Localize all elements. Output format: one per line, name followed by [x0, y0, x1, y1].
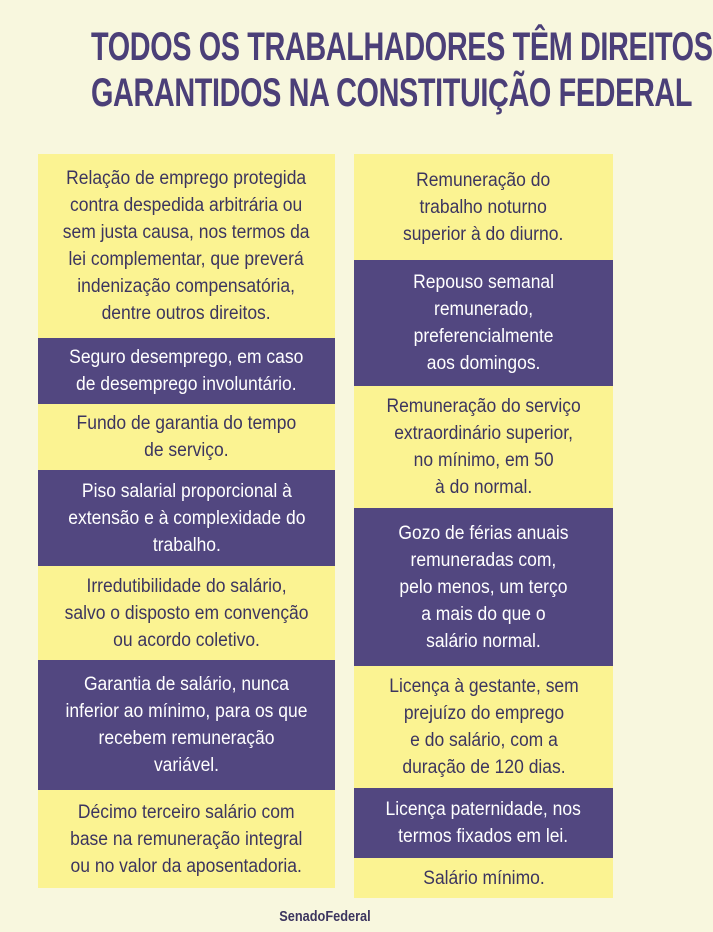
title-line-1: TODOS OS TRABALHADORES TÊM DIREITOS [90, 25, 713, 69]
left-card-3 [38, 404, 335, 470]
right-card-1 [354, 154, 613, 260]
title-line-2: GARANTIDOS NA CONSTITUIÇÃO FEDERAL [90, 71, 693, 115]
page-title [90, 24, 713, 116]
left-column [38, 154, 335, 888]
right-card-2-text: Repouso semanal remunerado, preferencialmente aos domingos. [413, 272, 554, 374]
right-card-5-text: Licença à gestante, sem prejuízo do emprego e do salário, com a duração de 120 dias. [388, 676, 579, 778]
right-card-2 [354, 260, 613, 386]
left-card-4-text: Piso salarial proporcional à extensão e à complexidade do trabalho. [67, 480, 306, 556]
right-card-3 [354, 386, 613, 508]
left-card-6-text: Garantia de salário, nunca inferior ao mínimo, para os que recebem remuneração variável. [65, 674, 308, 776]
left-card-3-text: Fundo de garantia do tempo de serviço. [76, 413, 297, 461]
left-card-7 [38, 790, 335, 888]
left-card-4 [38, 470, 335, 566]
right-card-4-text: Gozo de férias anuais remuneradas com, pelo menos, um terço a mais do que o salário normal. [398, 522, 569, 652]
left-card-1-text: Relação de emprego protegida contra despedida arbitrária ou sem justa causa, nos termos da lei complementar, que preverá indenização compensatória, dentre outros direitos. [63, 168, 310, 324]
right-card-3-text: Remuneração do serviço extraordinário superior, no mínimo, em 50 à do normal. [386, 396, 581, 498]
left-card-6 [38, 660, 335, 790]
left-card-2-text: Seguro desemprego, em caso de desemprego involuntário. [69, 347, 304, 395]
senado-federal-logo: SenadoFederal [279, 908, 371, 925]
left-card-2 [38, 338, 335, 404]
left-card-7-text: Décimo terceiro salário com base na remuneração integral ou no valor da aposentadoria. [70, 801, 303, 877]
left-card-1 [38, 154, 335, 338]
right-column [354, 154, 613, 898]
right-card-1-text: Remuneração do trabalho noturno superior à do diurno. [403, 169, 564, 245]
left-card-5-text: Irredutibilidade do salário, salvo o disposto em convenção ou acordo coletivo. [64, 575, 309, 651]
right-card-7 [354, 858, 613, 898]
right-card-6 [354, 788, 613, 858]
right-card-5 [354, 666, 613, 788]
right-card-6-text: Licença paternidade, nos termos fixados em lei. [385, 799, 582, 847]
right-card-7-text: Salário mínimo. [422, 867, 545, 889]
right-card-4 [354, 508, 613, 666]
left-card-5 [38, 566, 335, 660]
